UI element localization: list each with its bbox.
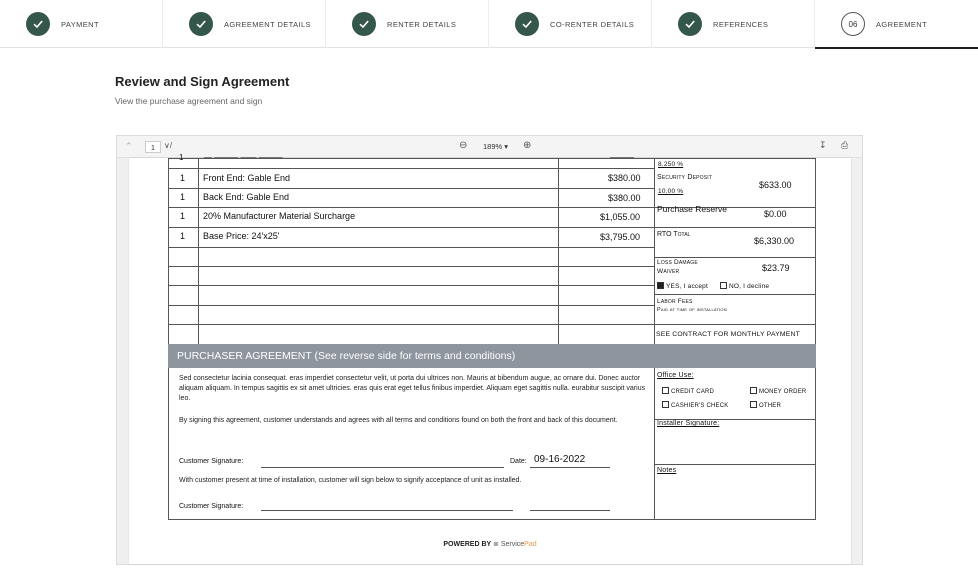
rto-total-value: $6,330.00 <box>754 236 795 246</box>
labor-fees-label: Labor Fees <box>657 298 693 305</box>
purchase-reserve-value: $0.00 <box>764 209 787 219</box>
notes-label: Notes <box>657 467 677 474</box>
item-price: $1,055.00 <box>600 212 641 222</box>
step-agreement-details[interactable] <box>163 0 326 48</box>
zoom-out-icon[interactable]: ⊖ <box>459 140 468 151</box>
chevron-up-icon[interactable]: ⌃ <box>125 141 133 151</box>
step-agreement[interactable] <box>815 0 978 48</box>
other-option[interactable] <box>750 401 781 409</box>
pdf-viewer[interactable] <box>116 135 863 565</box>
customer-signature-line-2[interactable] <box>261 510 513 511</box>
checkbox-icon <box>662 387 669 394</box>
item-desc: Back End: Gable End <box>203 192 290 202</box>
page-subtitle: View the purchase agreement and sign <box>115 96 263 106</box>
item-qty: 1 <box>180 173 186 183</box>
step-label: AGREEMENT <box>876 19 928 29</box>
item-desc: 20% Manufacturer Material Surcharge <box>203 211 356 221</box>
checkbox-checked-icon <box>657 282 664 289</box>
labor-fees-sub: Paid at time of installation <box>657 307 727 313</box>
ldw-no-option[interactable] <box>720 282 769 290</box>
servicepad-logo: ≣ Service <box>493 541 525 548</box>
step-label: RENTER DETAILS <box>387 19 457 29</box>
ldw-yes-option[interactable] <box>657 282 708 290</box>
item-price: $380.00 <box>608 173 641 183</box>
step-label: REFERENCES <box>713 19 769 29</box>
installation-note: With customer present at time of installation, customer will sign below to signify acceptance of unit as installed. <box>179 477 522 484</box>
zoom-in-icon[interactable]: ⊕ <box>523 140 532 151</box>
checkbox-icon <box>750 401 757 408</box>
rto-total-label: RTO Total <box>657 231 691 238</box>
cashiers-check-label: CASHIER'S CHECK <box>671 403 729 409</box>
item-desc-truncated: — ——— —— ——— <box>204 153 283 162</box>
item-price-truncated: ——— <box>610 153 634 162</box>
zoom-select[interactable]: 189% ▾ <box>483 142 509 151</box>
download-icon[interactable]: ↧ <box>819 140 827 150</box>
cashiers-check-option[interactable] <box>662 401 729 409</box>
step-payment[interactable] <box>0 0 163 48</box>
step-renter-details[interactable] <box>326 0 489 48</box>
install-date-line <box>530 510 610 511</box>
customer-signature-line[interactable] <box>261 467 504 468</box>
agreement-paragraph: Sed consectetur lacinia consequat. eras imperdiet consectetur velit, ut porta dui ultrices non. Mauris at bibendum augue, ac ornare dui. Donec auctor aliquam aliquam. In tempus sagittis ex sit amet ultricies. eras quis erat eget tellus finibus imperdiet. Aliquam eget sagittis nulla. eurabitur suscipit varius leo. <box>179 375 646 402</box>
step-co-renter-details[interactable] <box>489 0 652 48</box>
item-qty: 1 <box>180 192 186 202</box>
date-line <box>530 467 610 468</box>
security-deposit-label: Security Deposit <box>657 174 713 181</box>
page-nav[interactable]: ∨/ <box>164 141 173 150</box>
step-label: PAYMENT <box>61 19 99 29</box>
powered-by <box>129 540 851 548</box>
step-number: 06 <box>841 12 865 36</box>
ldw-no-label: NO, I decline <box>729 283 770 290</box>
customer-signature-label-2: Customer Signature: <box>179 503 244 510</box>
agreement-header-bar <box>168 344 816 368</box>
agreement-header: PURCHASER AGREEMENT (See reverse side for terms and conditions) <box>177 350 516 362</box>
checkbox-icon <box>662 401 669 408</box>
step-label: CO-RENTER DETAILS <box>550 19 635 29</box>
item-qty: 1 <box>180 211 186 221</box>
ldw-label-2: Waiver <box>657 268 680 275</box>
office-use-label: Office Use: <box>657 372 694 379</box>
security-deposit-value: $633.00 <box>759 180 792 190</box>
check-icon <box>189 12 213 36</box>
purchase-reserve-label: Purchase Reserve <box>657 204 727 214</box>
check-icon <box>352 12 376 36</box>
servicepad-logo-accent: Pad <box>524 541 537 548</box>
customer-signature-label: Customer Signature: <box>179 458 244 465</box>
money-order-label: MONEY ORDER <box>759 389 807 395</box>
security-deposit-rate: 10.00 % <box>658 188 684 195</box>
tax-rate: 8.250 % <box>658 161 684 168</box>
progress-stepper <box>0 0 978 48</box>
date-label: Date: <box>510 458 527 465</box>
check-icon <box>678 12 702 36</box>
credit-card-option[interactable] <box>662 387 714 395</box>
item-desc: Base Price: 24'x25' <box>203 231 280 241</box>
page-title: Review and Sign Agreement <box>115 74 290 89</box>
print-icon[interactable]: ⎙ <box>841 140 849 150</box>
installer-signature-label: Installer Signature: <box>657 420 720 427</box>
step-references[interactable] <box>652 0 815 48</box>
ldw-value: $23.79 <box>762 263 790 273</box>
item-price: $380.00 <box>608 193 641 203</box>
item-price: $3,795.00 <box>600 232 641 242</box>
checkbox-icon <box>720 282 727 289</box>
check-icon <box>26 12 50 36</box>
check-icon <box>515 12 539 36</box>
monthly-payment-note: SEE CONTRACT FOR MONTHLY PAYMENT <box>656 331 800 338</box>
other-label: OTHER <box>759 403 781 409</box>
money-order-option[interactable] <box>750 387 806 395</box>
powered-by-label: POWERED BY <box>443 541 492 548</box>
step-label: AGREEMENT DETAILS <box>224 19 311 29</box>
ldw-yes-label: YES, I accept <box>666 283 708 290</box>
agreement-consent: By signing this agreement, customer understands and agrees with all terms and conditions found on both the front and back of this document. <box>179 417 618 424</box>
agreement-document <box>168 153 816 520</box>
ldw-label: Loss Damage <box>657 259 698 266</box>
item-qty: 1 <box>180 231 186 241</box>
page-number-input[interactable]: 1 <box>145 141 161 153</box>
pdf-page <box>129 153 851 564</box>
date-value: 09-16-2022 <box>534 454 586 465</box>
item-desc: Front End: Gable End <box>203 173 291 183</box>
credit-card-label: CREDIT CARD <box>671 389 715 395</box>
checkbox-icon <box>750 387 757 394</box>
item-qty: 1 <box>179 153 184 162</box>
